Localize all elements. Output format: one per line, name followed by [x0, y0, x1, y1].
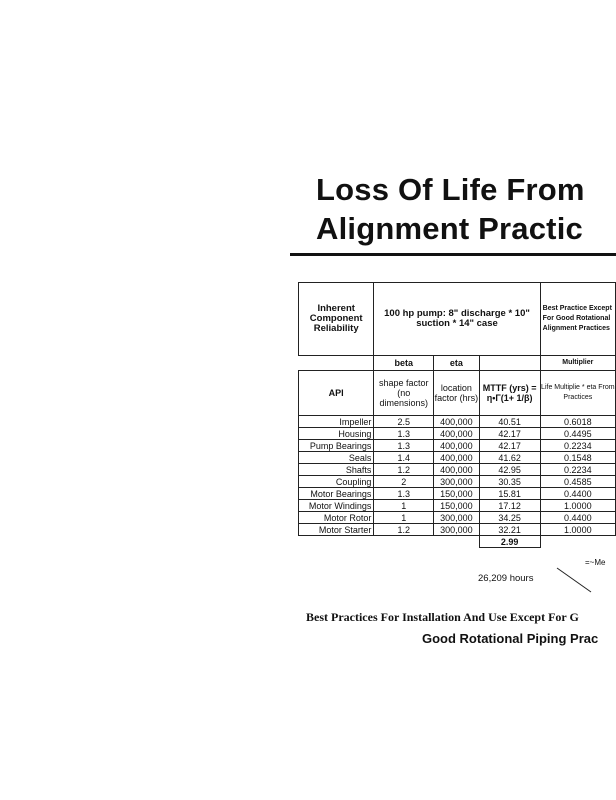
- eta-value: 400,000: [434, 452, 480, 464]
- mttf-value: 32.21: [479, 524, 540, 536]
- table-row: [299, 476, 616, 488]
- mttf-value: 41.62: [479, 452, 540, 464]
- mttf-value: 15.81: [479, 488, 540, 500]
- beta-value: 1.4: [374, 452, 434, 464]
- eta-header: eta: [434, 356, 480, 371]
- beta-value: 1.3: [374, 440, 434, 452]
- beta-value: 1.3: [374, 428, 434, 440]
- table-row: [299, 464, 616, 476]
- table-row: [299, 440, 616, 452]
- mean-label: =~Me: [585, 558, 606, 567]
- eta-value: 300,000: [434, 476, 480, 488]
- table-row: [299, 488, 616, 500]
- summary-row: [299, 536, 616, 548]
- eta-value: 150,000: [434, 500, 480, 512]
- mttf-value: 17.12: [479, 500, 540, 512]
- component-name: Seals: [299, 452, 374, 464]
- eta-value: 400,000: [434, 416, 480, 428]
- table-row: [299, 416, 616, 428]
- mttf-value: 34.25: [479, 512, 540, 524]
- table-row: [299, 524, 616, 536]
- best-practice-header: Best Practice Except For Good Rotational Alignment Practices: [540, 283, 615, 356]
- mttf-header: MTTF (yrs) = η•Γ(1+ 1/β): [479, 371, 540, 416]
- beta-value: 1: [374, 512, 434, 524]
- beta-value: 2.5: [374, 416, 434, 428]
- beta-value: 1.3: [374, 488, 434, 500]
- multiplier-value: 0.2234: [540, 464, 615, 476]
- multiplier-value: 0.4400: [540, 512, 615, 524]
- table-row: [299, 512, 616, 524]
- shape-factor-header: shape factor (no dimensions): [374, 371, 434, 416]
- eta-value: 150,000: [434, 488, 480, 500]
- multiplier-value: 0.4585: [540, 476, 615, 488]
- component-name: Shafts: [299, 464, 374, 476]
- multiplier-value: 1.0000: [540, 500, 615, 512]
- table-row: [299, 452, 616, 464]
- title-line-2: Alignment Practic: [316, 211, 583, 246]
- multiplier-value: 0.2234: [540, 440, 615, 452]
- component-name: Motor Windings: [299, 500, 374, 512]
- api-header: API: [299, 371, 374, 416]
- component-name: Impeller: [299, 416, 374, 428]
- multiplier-value: 0.1548: [540, 452, 615, 464]
- location-factor-header: location factor (hrs): [434, 371, 480, 416]
- eta-value: 400,000: [434, 464, 480, 476]
- beta-value: 1.2: [374, 464, 434, 476]
- inherent-header: Inherent Component Reliability: [299, 283, 374, 356]
- multiplier-value: 1.0000: [540, 524, 615, 536]
- mttf-value: 30.35: [479, 476, 540, 488]
- title-rule: [290, 253, 616, 256]
- title-line-1: Loss Of Life From: [316, 172, 585, 207]
- mttf-value: 42.17: [479, 428, 540, 440]
- beta-value: 2: [374, 476, 434, 488]
- arrow-icon: [555, 566, 595, 596]
- table-row: [299, 428, 616, 440]
- eta-value: 400,000: [434, 440, 480, 452]
- beta-value: 1.2: [374, 524, 434, 536]
- multiplier-header: Multiplier: [540, 356, 615, 371]
- component-name: Coupling: [299, 476, 374, 488]
- footer-line-2: Good Rotational Piping Prac: [422, 631, 599, 646]
- pump-header: 100 hp pump: 8" discharge * 10" suction * 14" case: [374, 283, 540, 356]
- eta-value: 300,000: [434, 512, 480, 524]
- eta-value: 300,000: [434, 524, 480, 536]
- component-name: Pump Bearings: [299, 440, 374, 452]
- component-name: Motor Bearings: [299, 488, 374, 500]
- hours-value: 26,209 hours: [478, 573, 534, 584]
- component-name: Housing: [299, 428, 374, 440]
- table-row: [299, 500, 616, 512]
- system-mttf: 2.99: [479, 536, 540, 548]
- component-name: Motor Starter: [299, 524, 374, 536]
- multiplier-value: 0.6018: [540, 416, 615, 428]
- footer-line-1: Best Practices For Installation And Use Except For G: [306, 610, 579, 624]
- beta-value: 1: [374, 500, 434, 512]
- multiplier-value: 0.4495: [540, 428, 615, 440]
- reliability-table: [298, 282, 616, 548]
- mttf-value: 40.51: [479, 416, 540, 428]
- multiplier-value: 0.4400: [540, 488, 615, 500]
- component-name: Motor Rotor: [299, 512, 374, 524]
- blank-cell: [299, 356, 374, 371]
- life-multiplier-header: Life Multiplie * eta From Practices: [540, 371, 615, 416]
- mttf-value: 42.95: [479, 464, 540, 476]
- eta-value: 400,000: [434, 428, 480, 440]
- beta-header: beta: [374, 356, 434, 371]
- blank-cell: [479, 356, 540, 371]
- mttf-value: 42.17: [479, 440, 540, 452]
